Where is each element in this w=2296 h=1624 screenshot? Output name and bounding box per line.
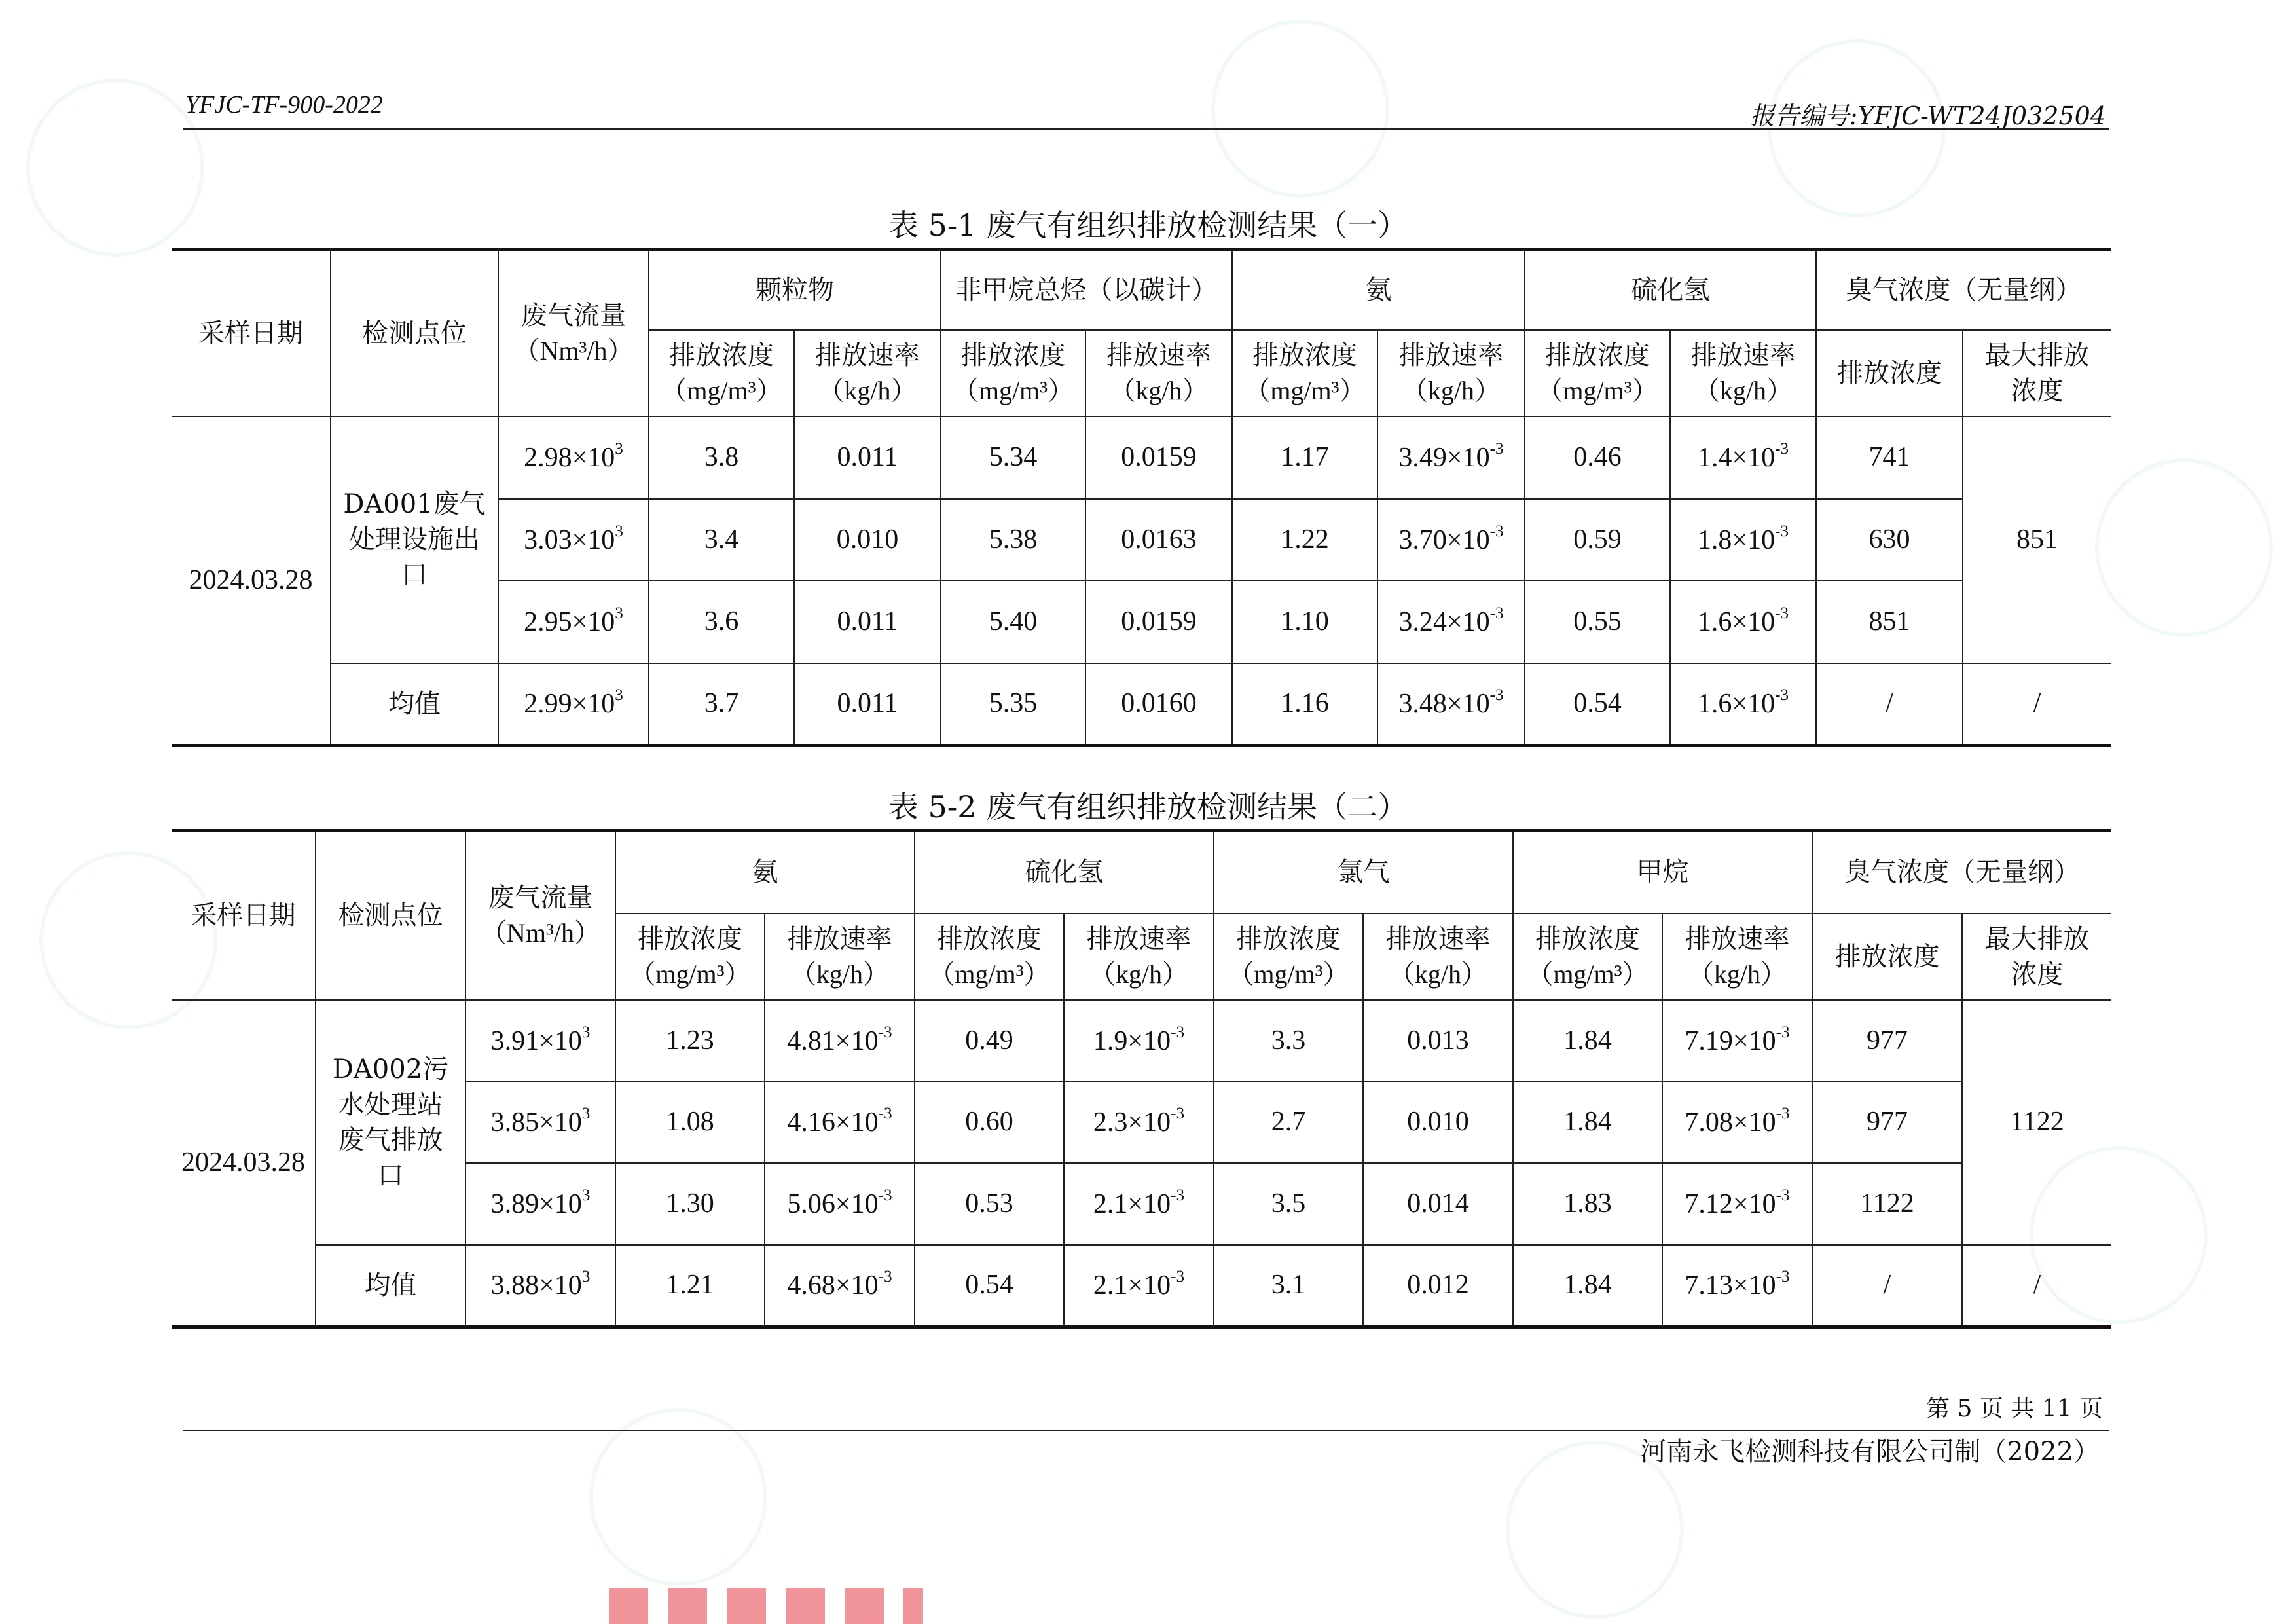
sample-point: DA001废气处理设施出口 bbox=[331, 416, 498, 663]
group-head-ammonia: 氨 bbox=[1232, 249, 1525, 330]
sub-head-odor-conc: 排放浓度 bbox=[1812, 913, 1962, 1000]
group-head-odor: 臭气浓度（无量纲） bbox=[1816, 249, 2111, 330]
table2 bbox=[172, 829, 2111, 1329]
group-head-nmhc: 非甲烷总烃（以碳计） bbox=[941, 249, 1232, 330]
header-rule bbox=[183, 128, 2109, 130]
sub-head-rate: 排放速率 （kg/h） bbox=[1363, 913, 1513, 1000]
sub-head-conc: 排放浓度 （mg/m³） bbox=[1513, 913, 1662, 1000]
col-head-point: 检测点位 bbox=[316, 831, 465, 1000]
col-head-flow bbox=[498, 249, 649, 416]
company-footer: 河南永飞检测科技有限公司制（2022） bbox=[1640, 1437, 2100, 1467]
sample-point: DA002污水处理站废气排放口 bbox=[316, 1000, 465, 1245]
sub-head-conc: 排放浓度 （mg/m³） bbox=[1232, 330, 1377, 416]
group-head-h2s: 硫化氢 bbox=[1525, 249, 1816, 330]
flow-unit: （Nm³/h） bbox=[513, 335, 634, 365]
table-row-average: 均值 $3.88\times 10^3$ 1.21 $4.68\times 10^{-3}$ 0.54 $2.1\times 10^{-3}$ 3.1 0.012 1.84 $7.13\times 10^{-3}$ / / bbox=[172, 1245, 2111, 1327]
sub-head-odor-max: 最大排放浓度 bbox=[1963, 330, 2111, 416]
group-head-particulate: 颗粒物 bbox=[649, 249, 941, 330]
sub-head-conc: 排放浓度 （mg/m³） bbox=[1214, 913, 1363, 1000]
flow-unit: （Nm³/h） bbox=[480, 918, 601, 948]
sub-head-rate: 排放速率 （kg/h） bbox=[1670, 330, 1816, 416]
group-head-odor: 臭气浓度（无量纲） bbox=[1812, 831, 2111, 913]
table1 bbox=[172, 248, 2111, 747]
sub-head-odor-max: 最大排放浓度 bbox=[1962, 913, 2111, 1000]
sub-head-rate: 排放速率 （kg/h） bbox=[1662, 913, 1812, 1000]
sub-head-conc: 排放浓度 （mg/m³） bbox=[941, 330, 1085, 416]
sub-head-rate: 排放速率 （kg/h） bbox=[765, 913, 915, 1000]
group-head-methane: 甲烷 bbox=[1513, 831, 1812, 913]
avg-label: 均值 bbox=[316, 1245, 465, 1327]
table-row: 2024.03.28 DA002污水处理站废气排放口 $3.91\times 10^3$ 1.23 $4.81\times 10^{-3}$ 0.49 $1.9\times 10^{-3}$ 3.3 0.013 1.84 $7.19\times 10^{-3}$ 977 1122 bbox=[172, 1000, 2111, 1082]
table-row: $3.03\times 10^3$ 3.4 0.010 5.38 0.0163 1.22 $3.70\times 10^{-3}$ 0.59 $1.8\times 10^{-3}$ 630 bbox=[172, 499, 2111, 581]
col-head-flow bbox=[465, 831, 615, 1000]
sample-date: 2024.03.28 bbox=[172, 416, 331, 746]
table-row: $3.89\times 10^3$ 1.30 $5.06\times 10^{-3}$ 0.53 $2.1\times 10^{-3}$ 3.5 0.014 1.83 $7.12\times 10^{-3}$ 1122 bbox=[172, 1163, 2111, 1245]
table2-title: 表 5-2 废气有组织排放检测结果（二） bbox=[888, 789, 1408, 824]
sub-head-rate: 排放速率 （kg/h） bbox=[1064, 913, 1214, 1000]
odor-max-value: 851 bbox=[1963, 416, 2111, 663]
sub-head-conc: 排放浓度 （mg/m³） bbox=[1525, 330, 1670, 416]
group-head-h2s: 硫化氢 bbox=[915, 831, 1214, 913]
col-head-date: 采样日期 bbox=[172, 249, 331, 416]
avg-label: 均值 bbox=[331, 663, 498, 746]
table1-title: 表 5-1 废气有组织排放检测结果（一） bbox=[888, 208, 1408, 243]
sub-head-conc: 排放浓度 （mg/m³） bbox=[615, 913, 765, 1000]
sub-head-rate: 排放速率 （kg/h） bbox=[1085, 330, 1232, 416]
table-row: 2024.03.28 DA001废气处理设施出口 $2.98\times 10^3$ 3.8 0.011 5.34 0.0159 1.17 $3.49\times 10^{-3}$ 0.46 $1.4\times 10^{-3}$ 741 851 bbox=[172, 416, 2111, 499]
page-number: 第 5 页 共 11 页 bbox=[1926, 1395, 2103, 1422]
report-number: 报告编号:YFJC-WT24J032504 bbox=[1749, 101, 2106, 130]
sub-head-rate: 排放速率 （kg/h） bbox=[1377, 330, 1525, 416]
sample-date: 2024.03.28 bbox=[172, 1000, 316, 1327]
group-head-ammonia: 氨 bbox=[615, 831, 915, 913]
sub-head-conc: 排放浓度 （mg/m³） bbox=[649, 330, 794, 416]
sub-head-rate: 排放速率 （kg/h） bbox=[794, 330, 941, 416]
flow-label: 废气流量 bbox=[488, 883, 593, 913]
sub-head-conc: 排放浓度 （mg/m³） bbox=[915, 913, 1064, 1000]
group-head-chlorine: 氯气 bbox=[1214, 831, 1513, 913]
col-head-date: 采样日期 bbox=[172, 831, 316, 1000]
flow-label: 废气流量 bbox=[521, 300, 626, 331]
table-row: $3.85\times 10^3$ 1.08 $4.16\times 10^{-3}$ 0.60 $2.3\times 10^{-3}$ 2.7 0.010 1.84 $7.08\times 10^{-3}$ 977 bbox=[172, 1082, 2111, 1163]
doc-code: YFJC-TF-900-2022 bbox=[185, 91, 383, 119]
red-stamp-fragment bbox=[609, 1588, 923, 1624]
table-row: $2.95\times 10^3$ 3.6 0.011 5.40 0.0159 1.10 $3.24\times 10^{-3}$ 0.55 $1.6\times 10^{-3}$ 851 bbox=[172, 581, 2111, 663]
odor-max-value: 1122 bbox=[1962, 1000, 2111, 1245]
table-row-average: 均值 $2.99\times 10^3$ 3.7 0.011 5.35 0.0160 1.16 $3.48\times 10^{-3}$ 0.54 $1.6\times 10^{-3}$ / / bbox=[172, 663, 2111, 746]
col-head-point: 检测点位 bbox=[331, 249, 498, 416]
sub-head-odor-conc: 排放浓度 bbox=[1816, 330, 1963, 416]
